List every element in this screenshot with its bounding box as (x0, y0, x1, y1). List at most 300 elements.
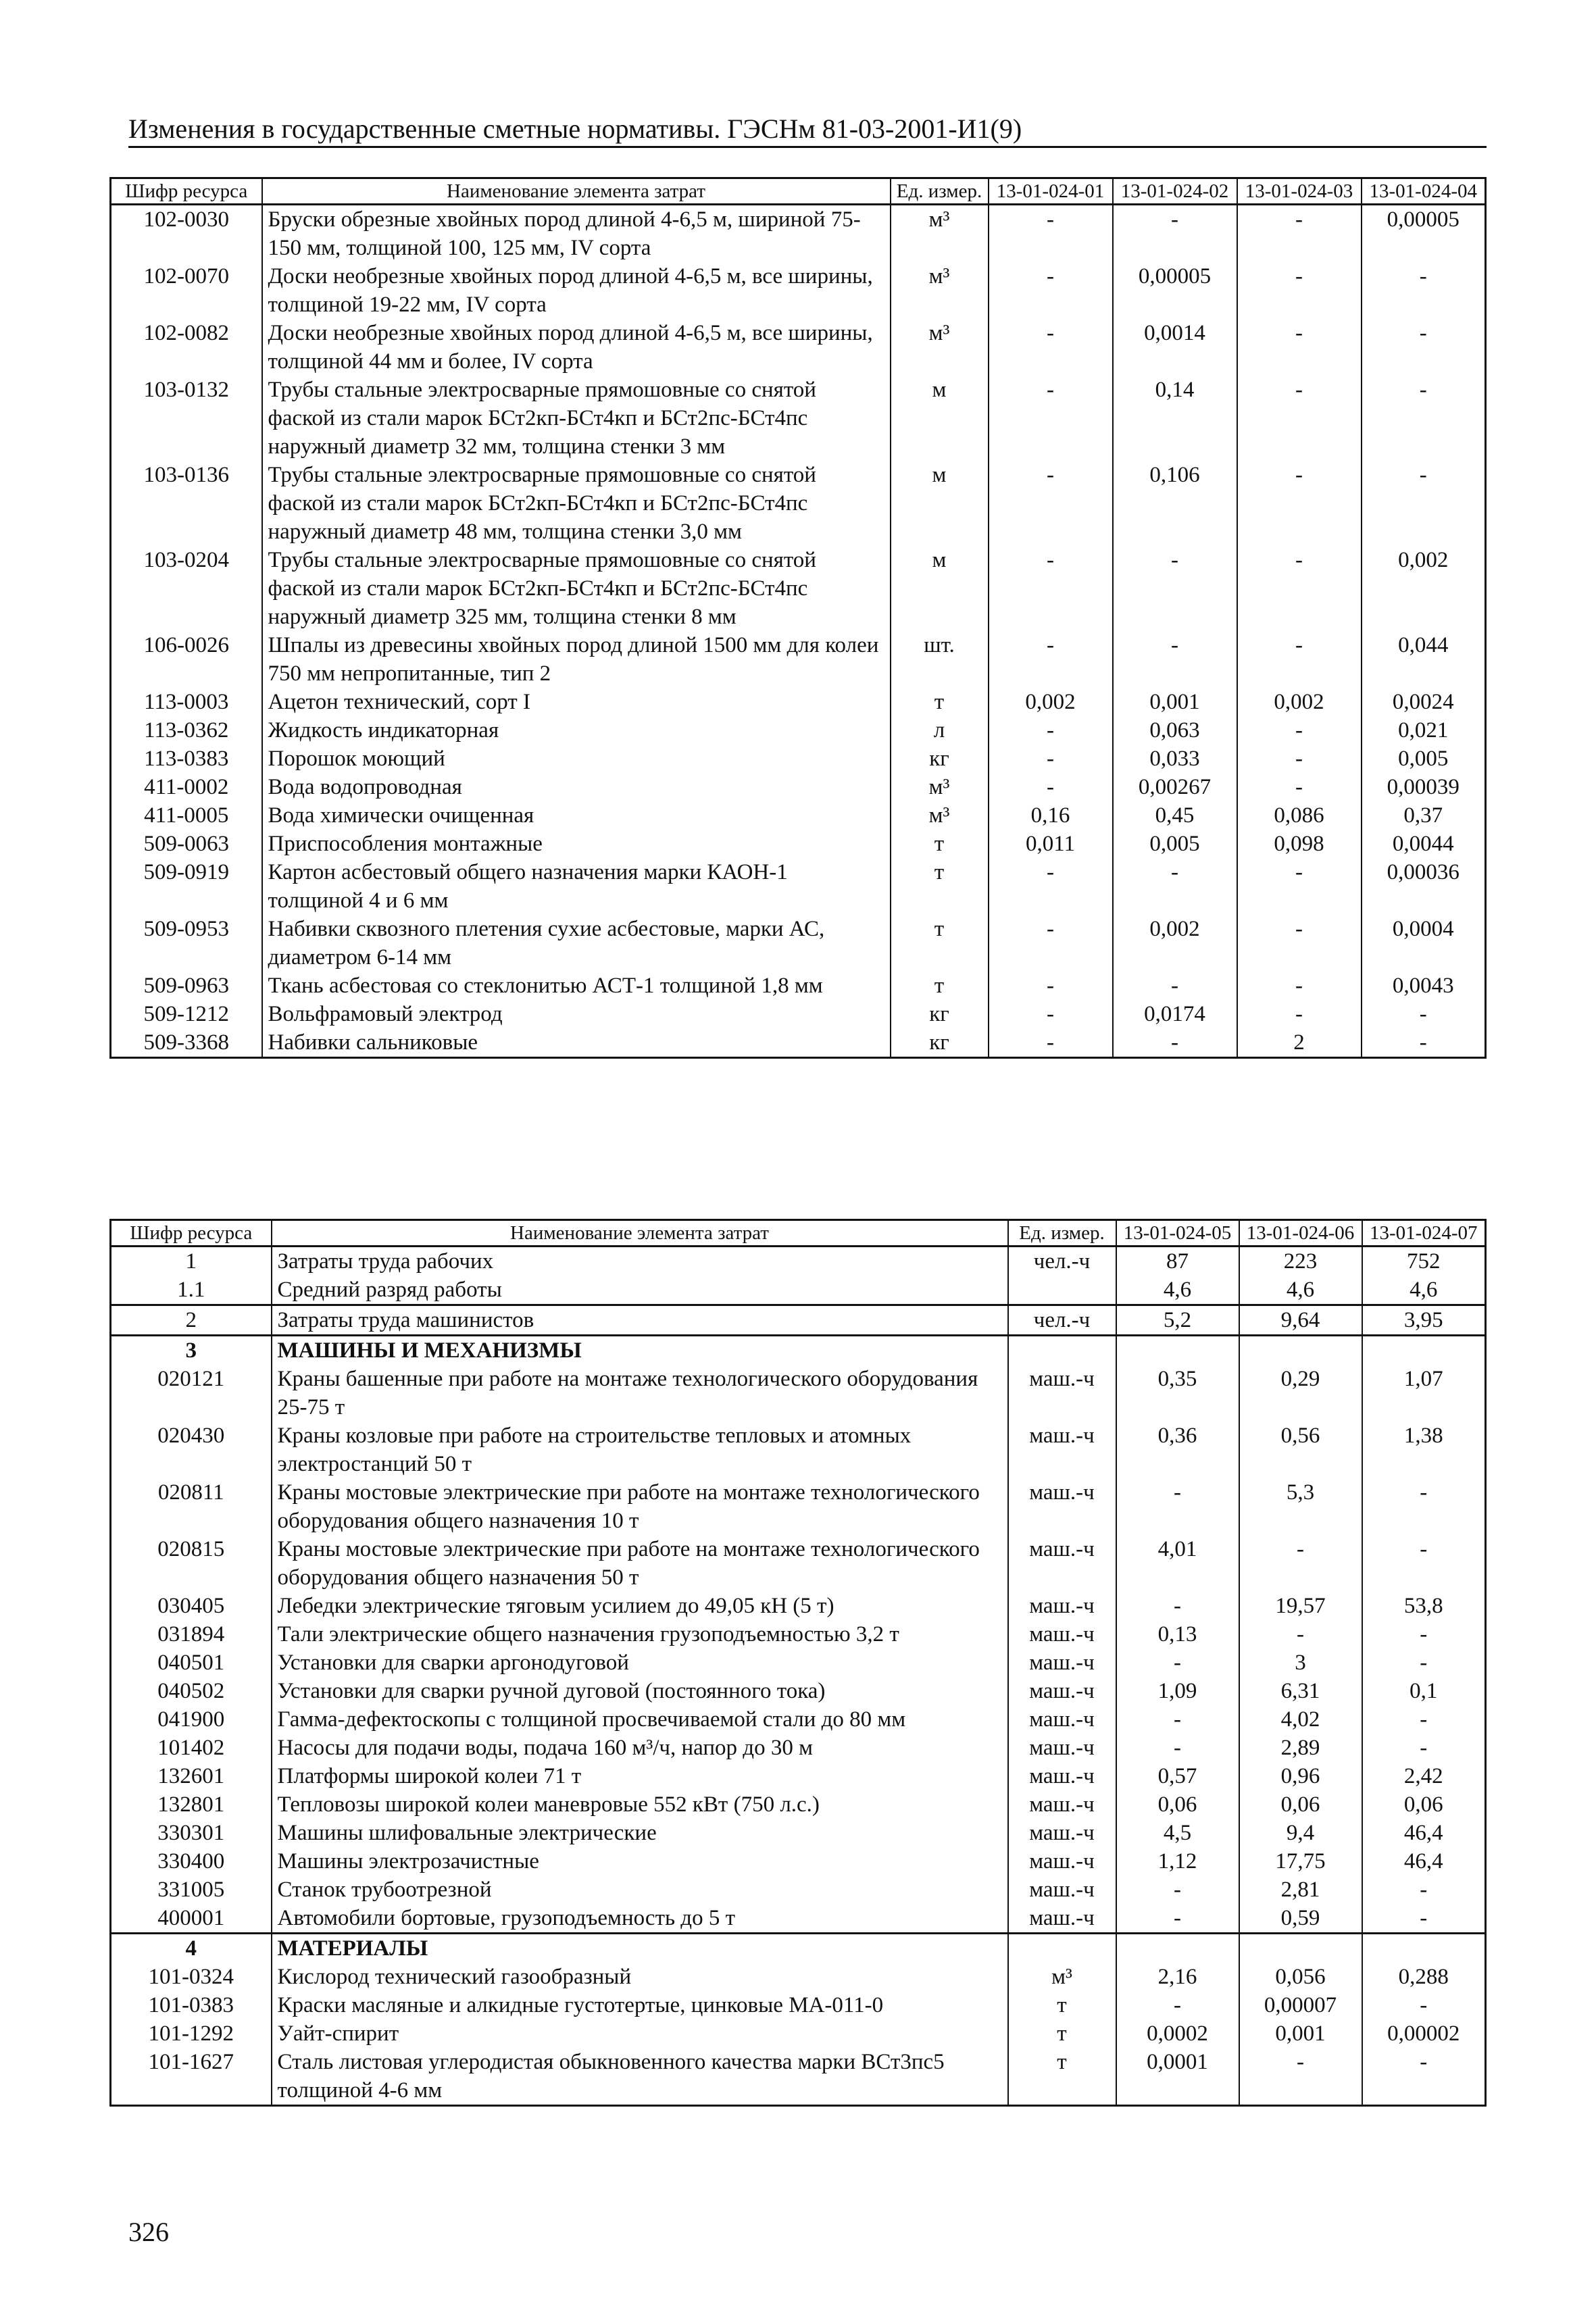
table-row (111, 376, 1486, 461)
value-cell: - (989, 745, 1113, 773)
table-header-row (111, 1220, 1486, 1247)
table-row (111, 1247, 1486, 1276)
resource-name: Насосы для подачи воды, подача 160 м³/ч, напор до 30 м (272, 1734, 1008, 1762)
unit-cell: м³ (891, 319, 989, 376)
unit-cell: маш.-ч (1008, 1734, 1116, 1762)
table-row (111, 745, 1486, 773)
resource-name: Уайт-спирит (272, 2019, 1008, 2048)
value-cell: - (1237, 262, 1362, 319)
header-unit: Ед. измер. (891, 178, 989, 205)
value-cell (1116, 1336, 1239, 1365)
unit-cell: чел.-ч (1008, 1305, 1116, 1336)
value-cell: - (1237, 773, 1362, 801)
unit-cell: маш.-ч (1008, 1478, 1116, 1535)
value-cell: 0,002 (1362, 546, 1486, 631)
value-cell: 0,001 (1239, 2019, 1362, 2048)
value-cell: 2,16 (1116, 1963, 1239, 1991)
value-cell: 2,81 (1239, 1876, 1362, 1904)
table-row (111, 1535, 1486, 1592)
resource-code: 509-0919 (111, 858, 262, 915)
resource-name: Вода водопроводная (262, 773, 891, 801)
resource-code: 020815 (111, 1535, 272, 1592)
resource-name: Краски масляные и алкидные густотертые, цинковые МА-011-0 (272, 1991, 1008, 2019)
table-row (111, 773, 1486, 801)
table-row (111, 2019, 1486, 2048)
value-cell: 0,00036 (1362, 858, 1486, 915)
unit-cell: т (1008, 2048, 1116, 2106)
value-cell: 0,16 (989, 801, 1113, 830)
resource-name: Средний разряд работы (272, 1276, 1008, 1305)
header-col-6: 13-01-024-06 (1239, 1220, 1362, 1247)
resource-name: Трубы стальные электросварные прямошовные со снятой фаской из стали марок БСт2кп-БСт4кп и БСт2пс-БСт4пс наружный диаметр 32 мм, толщина стенки 3 мм (262, 376, 891, 461)
table-row (111, 1305, 1486, 1336)
table-row (111, 1963, 1486, 1991)
table-row (111, 461, 1486, 546)
table-row (111, 2048, 1486, 2106)
value-cell: 0,0002 (1116, 2019, 1239, 2048)
value-cell: 0,96 (1239, 1762, 1362, 1790)
value-cell: - (1362, 1535, 1486, 1592)
value-cell: - (1116, 1649, 1239, 1677)
unit-cell (1008, 1276, 1116, 1305)
value-cell: 0,06 (1239, 1790, 1362, 1819)
value-cell: - (1362, 262, 1486, 319)
resource-code: 106-0026 (111, 631, 262, 688)
unit-cell: маш.-ч (1008, 1819, 1116, 1847)
unit-cell: маш.-ч (1008, 1365, 1116, 1422)
resource-name: Сталь листовая углеродистая обыкновенного качества марки ВСт3пс5 толщиной 4-6 мм (272, 2048, 1008, 2106)
value-cell: - (1113, 1028, 1237, 1058)
resource-code: 101-0383 (111, 1991, 272, 2019)
value-cell: - (989, 262, 1113, 319)
value-cell: 1,38 (1362, 1422, 1486, 1478)
resource-code: 330301 (111, 1819, 272, 1847)
resource-code: 101402 (111, 1734, 272, 1762)
value-cell: - (989, 972, 1113, 1000)
value-cell: - (1362, 1904, 1486, 1934)
value-cell: - (1362, 1000, 1486, 1028)
value-cell: 5,3 (1239, 1478, 1362, 1535)
table-row (111, 1276, 1486, 1305)
value-cell: 0,001 (1113, 688, 1237, 716)
header-name: Наименование элемента затрат (262, 178, 891, 205)
value-cell: 0,00005 (1113, 262, 1237, 319)
resource-name: МАТЕРИАЛЫ (272, 1934, 1008, 1963)
value-cell: - (989, 319, 1113, 376)
unit-cell: маш.-ч (1008, 1677, 1116, 1705)
value-cell: 0,45 (1113, 801, 1237, 830)
resources-table-1 (109, 177, 1487, 1059)
unit-cell: т (891, 830, 989, 858)
resource-name: Краны мостовые электрические при работе на монтаже технологического оборудования общего назначения 50 т (272, 1535, 1008, 1592)
value-cell: - (1362, 2048, 1486, 2106)
header-name: Наименование элемента затрат (272, 1220, 1008, 1247)
resource-code: 041900 (111, 1705, 272, 1734)
table-row (111, 1991, 1486, 2019)
resource-name: Жидкость индикаторная (262, 716, 891, 745)
value-cell: 0,14 (1113, 376, 1237, 461)
value-cell: - (1237, 915, 1362, 972)
unit-cell: л (891, 716, 989, 745)
unit-cell: чел.-ч (1008, 1247, 1116, 1276)
header-code: Шифр ресурса (111, 178, 262, 205)
resources-table-2 (109, 1219, 1487, 2107)
value-cell: - (1362, 1734, 1486, 1762)
resource-name: Затраты труда машинистов (272, 1305, 1008, 1336)
value-cell: - (1239, 2048, 1362, 2106)
value-cell: - (1362, 376, 1486, 461)
resource-code: 040501 (111, 1649, 272, 1677)
resource-name: Краны козловые при работе на строительстве тепловых и атомных электростанций 50 т (272, 1422, 1008, 1478)
value-cell: 0,033 (1113, 745, 1237, 773)
value-cell: - (1116, 1705, 1239, 1734)
header-code: Шифр ресурса (111, 1220, 272, 1247)
header-col-1: 13-01-024-01 (989, 178, 1113, 205)
value-cell: - (1113, 546, 1237, 631)
table-row (111, 1422, 1486, 1478)
unit-cell: маш.-ч (1008, 1620, 1116, 1649)
table-row (111, 1734, 1486, 1762)
resource-code: 400001 (111, 1904, 272, 1934)
table-row (111, 1876, 1486, 1904)
resource-name: Ацетон технический, сорт I (262, 688, 891, 716)
unit-cell: м³ (891, 262, 989, 319)
resource-name: Тали электрические общего назначения грузоподъемностью 3,2 т (272, 1620, 1008, 1649)
unit-cell: маш.-ч (1008, 1904, 1116, 1934)
value-cell: 0,0004 (1362, 915, 1486, 972)
value-cell: 53,8 (1362, 1592, 1486, 1620)
resource-code: 509-1212 (111, 1000, 262, 1028)
value-cell: 0,086 (1237, 801, 1362, 830)
value-cell: 9,64 (1239, 1305, 1362, 1336)
header-col-7: 13-01-024-07 (1362, 1220, 1486, 1247)
value-cell (1362, 1336, 1486, 1365)
value-cell: 0,57 (1116, 1762, 1239, 1790)
header-unit: Ед. измер. (1008, 1220, 1116, 1247)
resource-code: 020121 (111, 1365, 272, 1422)
resource-code: 509-3368 (111, 1028, 262, 1058)
value-cell: - (1362, 1028, 1486, 1058)
resource-name: Набивки сальниковые (262, 1028, 891, 1058)
value-cell: 87 (1116, 1247, 1239, 1276)
value-cell: 0,021 (1362, 716, 1486, 745)
value-cell: 0,35 (1116, 1365, 1239, 1422)
table-row (111, 1592, 1486, 1620)
resource-name: Доски необрезные хвойных пород длиной 4-6,5 м, все ширины, толщиной 19-22 мм, IV сорта (262, 262, 891, 319)
value-cell: - (1362, 1705, 1486, 1734)
table-row (111, 915, 1486, 972)
value-cell: - (989, 858, 1113, 915)
unit-cell: маш.-ч (1008, 1876, 1116, 1904)
value-cell: - (1362, 1649, 1486, 1677)
unit-cell: маш.-ч (1008, 1649, 1116, 1677)
resource-code: 4 (111, 1934, 272, 1963)
value-cell: - (1237, 376, 1362, 461)
value-cell (1239, 1934, 1362, 1963)
value-cell: - (989, 1000, 1113, 1028)
value-cell: 0,288 (1362, 1963, 1486, 1991)
table-row (111, 688, 1486, 716)
resource-name: Бруски обрезные хвойных пород длиной 4-6,5 м, шириной 75-150 мм, толщиной 100, 125 мм, IV сорта (262, 205, 891, 263)
resource-name: Гамма-дефектоскопы с толщиной просвечиваемой стали до 80 мм (272, 1705, 1008, 1734)
value-cell: 2,42 (1362, 1762, 1486, 1790)
unit-cell: маш.-ч (1008, 1762, 1116, 1790)
value-cell: 0,00267 (1113, 773, 1237, 801)
resource-code: 103-0132 (111, 376, 262, 461)
unit-cell: т (891, 915, 989, 972)
value-cell: - (1237, 461, 1362, 546)
resource-name: Картон асбестовый общего назначения марки КАОН-1 толщиной 4 и 6 мм (262, 858, 891, 915)
value-cell: 2 (1237, 1028, 1362, 1058)
unit-cell: маш.-ч (1008, 1535, 1116, 1592)
value-cell: - (1113, 972, 1237, 1000)
resource-code: 103-0204 (111, 546, 262, 631)
value-cell: - (1116, 1904, 1239, 1934)
value-cell: 0,0014 (1113, 319, 1237, 376)
unit-cell: т (1008, 2019, 1116, 2048)
value-cell: 4,6 (1116, 1276, 1239, 1305)
value-cell: 0,29 (1239, 1365, 1362, 1422)
resource-name: Платформы широкой колеи 71 т (272, 1762, 1008, 1790)
value-cell: - (1362, 461, 1486, 546)
unit-cell: кг (891, 1028, 989, 1058)
resource-code: 040502 (111, 1677, 272, 1705)
value-cell: 17,75 (1239, 1847, 1362, 1876)
value-cell: 0,0024 (1362, 688, 1486, 716)
value-cell: 0,0044 (1362, 830, 1486, 858)
value-cell: - (989, 376, 1113, 461)
resource-name: Ткань асбестовая со стеклонитью АСТ-1 толщиной 1,8 мм (262, 972, 891, 1000)
unit-cell: маш.-ч (1008, 1790, 1116, 1819)
value-cell: - (1113, 631, 1237, 688)
value-cell: - (989, 461, 1113, 546)
resource-code: 113-0003 (111, 688, 262, 716)
value-cell: 0,044 (1362, 631, 1486, 688)
table-row (111, 631, 1486, 688)
resource-code: 102-0082 (111, 319, 262, 376)
resource-code: 113-0383 (111, 745, 262, 773)
resource-code: 1 (111, 1247, 272, 1276)
value-cell: 0,06 (1362, 1790, 1486, 1819)
resource-code: 509-0953 (111, 915, 262, 972)
resource-code: 411-0005 (111, 801, 262, 830)
table-row (111, 858, 1486, 915)
value-cell: 0,063 (1113, 716, 1237, 745)
unit-cell: шт. (891, 631, 989, 688)
value-cell: 0,0043 (1362, 972, 1486, 1000)
resource-name: Установки для сварки аргонодуговой (272, 1649, 1008, 1677)
value-cell: 9,4 (1239, 1819, 1362, 1847)
resource-code: 1.1 (111, 1276, 272, 1305)
resource-code: 113-0362 (111, 716, 262, 745)
value-cell: - (989, 716, 1113, 745)
table-row (111, 1904, 1486, 1934)
value-cell: - (1113, 858, 1237, 915)
value-cell: 1,09 (1116, 1677, 1239, 1705)
resource-code: 020430 (111, 1422, 272, 1478)
value-cell: 19,57 (1239, 1592, 1362, 1620)
unit-cell: м (891, 376, 989, 461)
value-cell: 0,005 (1362, 745, 1486, 773)
table-row (111, 319, 1486, 376)
value-cell: 0,37 (1362, 801, 1486, 830)
header-col-2: 13-01-024-02 (1113, 178, 1237, 205)
table-row (111, 546, 1486, 631)
table-row (111, 1649, 1486, 1677)
resource-code: 132801 (111, 1790, 272, 1819)
resource-name: Автомобили бортовые, грузоподъемность до 5 т (272, 1904, 1008, 1934)
unit-cell: м³ (891, 773, 989, 801)
value-cell: 223 (1239, 1247, 1362, 1276)
unit-cell: т (891, 972, 989, 1000)
unit-cell: т (1008, 1991, 1116, 2019)
table-row (111, 1028, 1486, 1058)
resource-code: 101-0324 (111, 1963, 272, 1991)
page-header: Изменения в государственные сметные нормативы. ГЭСНм 81-03-2001-И1(9) (128, 114, 1487, 148)
value-cell (1239, 1336, 1362, 1365)
value-cell: - (1362, 1991, 1486, 2019)
table-header-row (111, 178, 1486, 205)
value-cell: - (1237, 1000, 1362, 1028)
resource-name: Тепловозы широкой колеи маневровые 552 кВт (750 л.с.) (272, 1790, 1008, 1819)
value-cell: - (1362, 319, 1486, 376)
unit-cell: маш.-ч (1008, 1705, 1116, 1734)
value-cell: - (989, 631, 1113, 688)
value-cell: - (989, 773, 1113, 801)
value-cell: 0,00002 (1362, 2019, 1486, 2048)
value-cell: 0,13 (1116, 1620, 1239, 1649)
table-row (111, 1705, 1486, 1734)
table-row (111, 1620, 1486, 1649)
value-cell: 0,0001 (1116, 2048, 1239, 2106)
resource-code: 101-1627 (111, 2048, 272, 2106)
resource-name: Трубы стальные электросварные прямошовные со снятой фаской из стали марок БСт2кп-БСт4кп и БСт2пс-БСт4пс наружный диаметр 325 мм, толщина стенки 8 мм (262, 546, 891, 631)
resource-code: 2 (111, 1305, 272, 1336)
header-col-4: 13-01-024-04 (1362, 178, 1486, 205)
table-row (111, 1819, 1486, 1847)
table-row (111, 716, 1486, 745)
value-cell: - (1237, 319, 1362, 376)
table-row (111, 1677, 1486, 1705)
value-cell (1362, 1934, 1486, 1963)
value-cell: - (1362, 1620, 1486, 1649)
value-cell: 1,12 (1116, 1847, 1239, 1876)
value-cell: 752 (1362, 1247, 1486, 1276)
value-cell: - (1237, 745, 1362, 773)
unit-cell: кг (891, 745, 989, 773)
value-cell: 5,2 (1116, 1305, 1239, 1336)
value-cell: - (1237, 205, 1362, 263)
value-cell: - (1237, 858, 1362, 915)
value-cell: - (1362, 1478, 1486, 1535)
table-row (111, 1934, 1486, 1963)
value-cell: 0,00005 (1362, 205, 1486, 263)
resource-name: МАШИНЫ И МЕХАНИЗМЫ (272, 1336, 1008, 1365)
resource-code: 132601 (111, 1762, 272, 1790)
value-cell: 0,002 (1237, 688, 1362, 716)
table-row (111, 1790, 1486, 1819)
table-row (111, 830, 1486, 858)
value-cell: - (1362, 1876, 1486, 1904)
resource-code: 101-1292 (111, 2019, 272, 2048)
resource-code: 030405 (111, 1592, 272, 1620)
unit-cell: м (891, 546, 989, 631)
resource-name: Набивки сквозного плетения сухие асбестовые, марки АС, диаметром 6-14 мм (262, 915, 891, 972)
value-cell: 0,56 (1239, 1422, 1362, 1478)
unit-cell: м (891, 461, 989, 546)
resource-code: 102-0070 (111, 262, 262, 319)
value-cell: - (1116, 1876, 1239, 1904)
value-cell: 0,002 (989, 688, 1113, 716)
value-cell: 4,6 (1239, 1276, 1362, 1305)
value-cell: 0,098 (1237, 830, 1362, 858)
value-cell: 4,5 (1116, 1819, 1239, 1847)
resource-name: Станок трубоотрезной (272, 1876, 1008, 1904)
unit-cell: т (891, 688, 989, 716)
unit-cell: маш.-ч (1008, 1847, 1116, 1876)
unit-cell (1008, 1934, 1116, 1963)
value-cell: 2,89 (1239, 1734, 1362, 1762)
resource-code: 411-0002 (111, 773, 262, 801)
value-cell: - (1237, 972, 1362, 1000)
table-row (111, 1762, 1486, 1790)
resource-name: Машины электрозачистные (272, 1847, 1008, 1876)
value-cell: 0,005 (1113, 830, 1237, 858)
value-cell (1116, 1934, 1239, 1963)
resource-code: 3 (111, 1336, 272, 1365)
value-cell: - (1237, 546, 1362, 631)
resource-name: Краны башенные при работе на монтаже технологического оборудования 25-75 т (272, 1365, 1008, 1422)
value-cell: 0,06 (1116, 1790, 1239, 1819)
unit-cell: маш.-ч (1008, 1592, 1116, 1620)
resource-name: Вода химически очищенная (262, 801, 891, 830)
unit-cell: маш.-ч (1008, 1422, 1116, 1478)
table-row (111, 972, 1486, 1000)
resource-name: Трубы стальные электросварные прямошовные со снятой фаской из стали марок БСт2кп-БСт4кп и БСт2пс-БСт4пс наружный диаметр 48 мм, толщина стенки 3,0 мм (262, 461, 891, 546)
resource-name: Машины шлифовальные электрические (272, 1819, 1008, 1847)
value-cell: - (1116, 1478, 1239, 1535)
value-cell: 0,011 (989, 830, 1113, 858)
value-cell: 0,59 (1239, 1904, 1362, 1934)
resource-name: Порошок моющий (262, 745, 891, 773)
table-row (111, 1847, 1486, 1876)
value-cell: 4,6 (1362, 1276, 1486, 1305)
resource-name: Приспособления монтажные (262, 830, 891, 858)
header-col-5: 13-01-024-05 (1116, 1220, 1239, 1247)
value-cell: 0,00007 (1239, 1991, 1362, 2019)
value-cell: 46,4 (1362, 1847, 1486, 1876)
value-cell: - (1237, 631, 1362, 688)
value-cell: 1,07 (1362, 1365, 1486, 1422)
value-cell: 4,01 (1116, 1535, 1239, 1592)
resource-name: Доски необрезные хвойных пород длиной 4-6,5 м, все ширины, толщиной 44 мм и более, IV сорта (262, 319, 891, 376)
value-cell: - (989, 1028, 1113, 1058)
header-col-3: 13-01-024-03 (1237, 178, 1362, 205)
resource-name: Затраты труда рабочих (272, 1247, 1008, 1276)
resource-code: 509-0963 (111, 972, 262, 1000)
value-cell: 0,00039 (1362, 773, 1486, 801)
table-row (111, 262, 1486, 319)
value-cell: - (1237, 716, 1362, 745)
value-cell: 0,002 (1113, 915, 1237, 972)
unit-cell: м³ (891, 801, 989, 830)
resource-name: Вольфрамовый электрод (262, 1000, 891, 1028)
table-row (111, 1000, 1486, 1028)
value-cell: - (1239, 1620, 1362, 1649)
value-cell: 0,36 (1116, 1422, 1239, 1478)
value-cell: 3 (1239, 1649, 1362, 1677)
table-row (111, 1336, 1486, 1365)
